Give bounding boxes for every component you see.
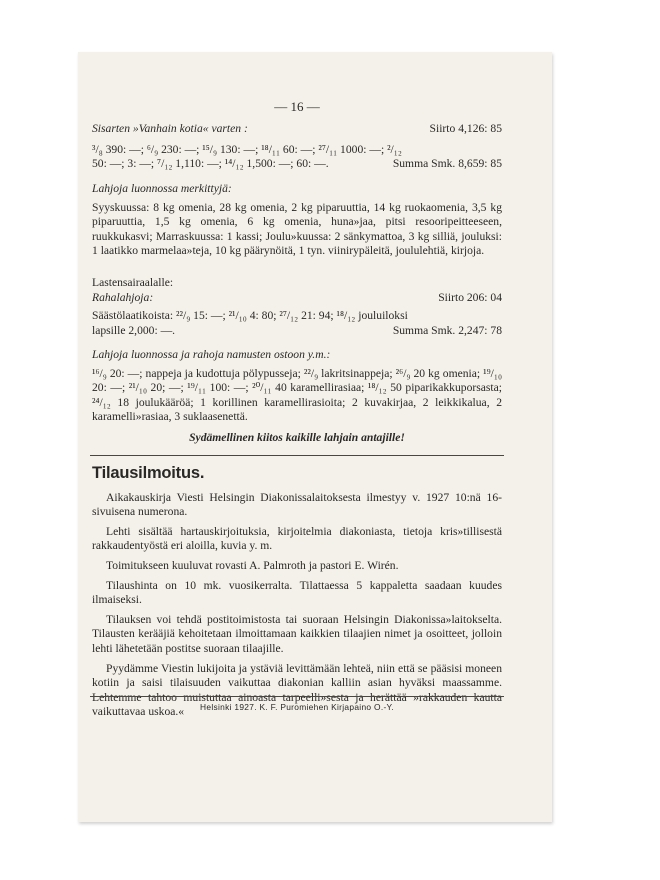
lastensairaala-siirto: Siirto 206: 04 [438, 290, 502, 304]
paragraph-2: Lehti sisältää hartauskirjoituksia, kirjoitelmia diakoniasta, tietoja kris»tillisestä rakkaudentyöstä eri aloilla, kuvia y. m. [92, 524, 502, 553]
sisarten-line-1: ³/₈ 390: —; ⁶/₉ 230: —; ¹⁵/₉ 130: —; ¹⁸/₁₁ 60: —; ²⁷/₁₁ 1000: —; ²/₁₂ [92, 142, 402, 156]
namusten-section [92, 348, 502, 446]
lastensairaala-summa: Summa Smk. 2,247: 78 [392, 323, 502, 337]
sisarten-line-2: 50: —; 3: —; ⁷/₁₂ 1,110: —; ¹⁴/₁₂ 1,500: —; 60: —. [92, 157, 329, 171]
rahalahjoja-heading: Rahalahjoja: [92, 290, 154, 304]
namusten-text: ¹⁶/₉ 20: —; nappeja ja kudottuja pölypusseja; ²²/₉ lakritsinappeja; ²⁶/₉ 20 kg omenia; ¹⁹/₁₀ 20: —; ²¹/₁₀ 20; —; ¹⁹/₁₁ 100: —; ²⁰/₁₁ 40 karamellirasiaa; ¹⁸/₁₂ 50 piparikakkuporsasta; ²⁴/₁₂ 18 joulukääröä; 1 korillinen karamellirasioita; 2 kuvakirjaa, 2 leikkikalua, 2 karamelli»rasiaa, 3 suklaasenettä. [92, 366, 502, 424]
namusten-heading: Lahjoja luonnossa ja rahoja namusten ostoon y.m.: [92, 348, 331, 361]
sisarten-section [92, 122, 502, 172]
lahjoja-heading: Lahjoja luonnossa merkittyjä: [92, 182, 232, 195]
lahjoja-luonnossa-section [92, 182, 502, 259]
divider-top [90, 455, 504, 456]
sisarten-summa: Summa Smk. 8,659: 85 [392, 157, 502, 171]
sisarten-heading: Sisarten »Vanhain kotia« varten : [92, 122, 248, 135]
page-number: — 16 — [274, 99, 320, 114]
paragraph-6: Pyydämme Viestin lukijoita ja ystäviä levittämään lehteä, niin että se pääsisi moneen kotiin ja saisi tilaisuuden vaikuttaa diakonian kalliin asian hyväksi maassamme. Lehtemme tahtoo muistuttaa ainoasta tarpeelli»sesta ja herättää »rakkauden kautta vaikuttavaa uskoa.« [92, 661, 502, 719]
sisarten-siirto: Siirto 4,126: 85 [429, 122, 502, 135]
lastensairaala-heading: Lastensairaalalle: [92, 276, 174, 289]
lastensairaala-section [92, 276, 502, 338]
paragraph-1: Aikakauskirja Viesti Helsingin Diakonissalaitoksesta ilmestyy v. 1927 10:nä 16-sivuisena numerona. [92, 490, 502, 519]
tilausilmoitus-title: Tilausilmoitus. [92, 464, 205, 482]
thanks-line: Sydämellinen kiitos kaikille lahjain antajille! [189, 430, 405, 444]
divider-bottom [90, 696, 504, 697]
printer-imprint: Helsinki 1927. K. F. Puromiehen Kirjapaino O.-Y. [200, 702, 394, 712]
saastolaatikot-line-1: Säästölaatikoista: ²²/₉ 15: —; ²¹/₁₀ 4: 80; ²⁷/₁₂ 21: 94; ¹⁸/₁₂ jouluiloksi [92, 309, 408, 323]
paragraph-3: Toimitukseen kuuluvat rovasti A. Palmroth ja pastori E. Wirén. [106, 558, 399, 572]
lahjoja-text: Syyskuussa: 8 kg omenia, 28 kg omenia, 2 kg piparuuttia, 14 kg ruokaomenia, 3,5 kg piparuuttia, 1,5 kg omenia, 6 kg omenia, huna»jaa, pitsi resooripeitteeseen, ruukkukasvi; Marraskuussa: 1 kassi; Joulu»kuussa: 2 sänkymattoa, 3 kg silliä, jouluksi: 1 laatikko marmelaa»teja, 10 kg päärynöitä, 1 tyn. viinirypäleitä, joululehtiä, kirjoja. [92, 200, 502, 258]
paragraph-5: Tilauksen voi tehdä postitoimistosta tai suoraan Helsingin Diakonissa»laitokselta. Tilausten kerääjiä kehoitetaan ilmoittamaan kaikkien tilaajien nimet ja osoitteet, jolloin lehti lähetetään postitse suoraan tilaajille. [92, 612, 502, 655]
paragraph-4: Tilaushinta on 10 mk. vuosikerralta. Tilattaessa 5 kappaletta saadaan kuudes ilmaiseksi. [92, 578, 502, 607]
tilausilmoitus-section [92, 466, 502, 725]
saastolaatikot-line-2: lapsille 2,000: —. [92, 323, 176, 337]
